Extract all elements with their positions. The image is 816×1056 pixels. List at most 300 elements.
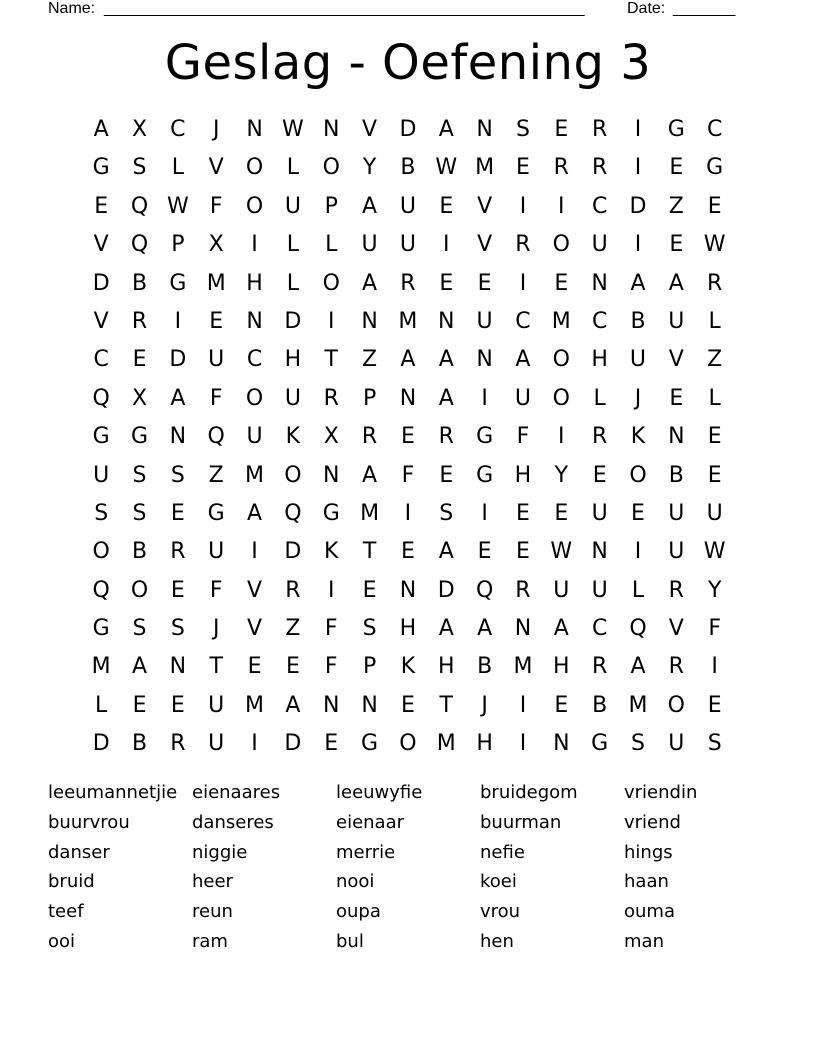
grid-letter[interactable]: S (94, 500, 109, 526)
grid-letter[interactable]: I (327, 577, 335, 603)
grid-letter[interactable]: Q (130, 232, 149, 258)
grid-letter[interactable]: C (591, 193, 608, 219)
grid-letter[interactable]: N (591, 539, 608, 565)
grid-letter[interactable]: H (553, 654, 570, 680)
grid-letter[interactable]: I (634, 539, 642, 565)
grid-letter[interactable]: A (362, 193, 378, 219)
grid-letter[interactable]: H (399, 616, 417, 642)
grid-letter[interactable]: P (362, 654, 377, 680)
grid-letter[interactable]: M (475, 155, 495, 181)
grid-letter[interactable]: R (668, 654, 684, 680)
grid-letter[interactable]: E (554, 270, 569, 296)
grid-letter[interactable]: B (630, 308, 646, 334)
grid-letter[interactable]: B (477, 654, 493, 680)
grid-letter[interactable]: X (323, 424, 339, 450)
grid-letter[interactable]: D (92, 731, 110, 757)
grid-letter[interactable]: N (361, 692, 378, 718)
grid-letter[interactable]: S (362, 616, 377, 642)
grid-letter[interactable]: R (438, 424, 454, 450)
word-list-item: hings (624, 841, 673, 863)
grid-letter[interactable]: P (362, 385, 377, 411)
grid-letter[interactable]: K (285, 424, 301, 450)
grid-letter[interactable]: D (284, 308, 302, 334)
grid-letter[interactable]: G (591, 731, 609, 757)
grid-letter[interactable]: E (94, 193, 109, 219)
grid-letter[interactable]: A (477, 616, 493, 642)
grid-letter[interactable]: I (634, 117, 642, 142)
grid-letter[interactable]: U (361, 232, 378, 258)
grid-letter[interactable]: G (169, 270, 187, 296)
grid-letter[interactable]: N (246, 117, 263, 142)
grid-letter[interactable]: H (591, 347, 608, 373)
grid-letter[interactable]: E (285, 654, 300, 680)
grid-letter[interactable]: I (519, 270, 527, 296)
grid-letter[interactable]: I (519, 731, 527, 757)
grid-letter[interactable]: E (132, 347, 147, 373)
grid-letter[interactable]: O (245, 385, 264, 411)
grid-letter[interactable]: E (516, 500, 530, 526)
grid-letter[interactable]: S (707, 731, 722, 757)
grid-letter[interactable]: L (325, 232, 338, 258)
grid-letter[interactable]: Z (707, 347, 723, 373)
grid-letter[interactable]: V (477, 232, 493, 258)
grid-letter[interactable]: I (251, 539, 258, 565)
word-list (48, 778, 768, 957)
grid-letter[interactable]: E (477, 270, 492, 296)
grid-letter[interactable]: F (324, 654, 338, 680)
grid-letter[interactable]: T (324, 347, 338, 373)
grid-row (82, 188, 734, 226)
grid-letter[interactable]: V (208, 155, 224, 181)
grid-letter[interactable]: E (132, 692, 147, 718)
grid-letter[interactable]: G (476, 462, 494, 488)
grid-letter[interactable]: P (324, 193, 338, 219)
grid-letter[interactable]: I (251, 232, 258, 258)
grid-letter[interactable]: G (92, 424, 110, 450)
grid-letter[interactable]: Q (284, 500, 302, 526)
grid-letter[interactable]: S (132, 462, 147, 488)
grid-letter[interactable]: E (554, 500, 569, 526)
name-field[interactable]: ______________________________________________________ (104, 0, 585, 17)
grid-letter[interactable]: E (439, 462, 454, 488)
date-field[interactable]: _______ (673, 0, 736, 17)
grid-letter[interactable]: L (286, 155, 300, 181)
grid-letter[interactable]: L (286, 270, 300, 296)
grid-letter[interactable]: G (92, 616, 110, 642)
grid-letter[interactable]: L (708, 308, 721, 334)
grid-letter[interactable]: N (399, 385, 417, 411)
grid-letter[interactable]: N (553, 731, 570, 757)
grid-letter[interactable]: O (245, 155, 264, 181)
grid-letter[interactable]: K (630, 424, 646, 450)
grid-letter[interactable]: E (631, 500, 645, 526)
grid-letter[interactable]: M (245, 462, 265, 488)
grid-letter[interactable]: B (592, 692, 608, 718)
grid-letter[interactable]: S (631, 731, 645, 757)
grid-letter[interactable]: I (404, 500, 412, 526)
grid-letter[interactable]: S (132, 616, 147, 642)
grid-letter[interactable]: O (552, 232, 570, 258)
grid-letter[interactable]: O (399, 731, 417, 757)
grid-letter[interactable]: F (324, 616, 338, 642)
grid-letter[interactable]: R (170, 539, 186, 565)
grid-letter[interactable]: Z (362, 347, 378, 373)
grid-letter[interactable]: Q (207, 424, 225, 450)
grid-letter[interactable]: F (209, 193, 223, 219)
grid-letter[interactable]: I (634, 155, 642, 181)
grid-letter[interactable]: A (93, 117, 109, 142)
grid-letter[interactable]: U (284, 385, 301, 411)
grid-letter[interactable]: U (668, 539, 685, 565)
grid-letter[interactable]: G (706, 155, 724, 181)
grid-letter[interactable]: D (399, 117, 417, 142)
grid-letter[interactable]: E (707, 193, 722, 219)
grid-letter[interactable]: A (362, 462, 378, 488)
grid-letter[interactable]: M (91, 654, 111, 680)
grid-letter[interactable]: V (477, 193, 493, 219)
grid-letter[interactable]: Z (668, 193, 684, 219)
grid-letter[interactable]: R (400, 270, 416, 296)
grid-row (82, 610, 734, 648)
grid-letter[interactable]: A (438, 117, 454, 142)
grid-letter[interactable]: U (668, 308, 685, 334)
grid-letter[interactable]: W (435, 155, 458, 181)
grid-letter[interactable]: C (706, 117, 723, 142)
grid-letter[interactable]: I (711, 654, 718, 680)
grid-letter[interactable]: I (558, 193, 565, 219)
grid-letter[interactable]: G (130, 424, 149, 450)
grid-letter[interactable]: N (361, 308, 378, 334)
grid-letter[interactable]: I (327, 308, 335, 334)
grid-letter[interactable]: F (209, 385, 223, 411)
grid-letter[interactable]: Z (285, 616, 301, 642)
grid-letter[interactable]: N (514, 616, 532, 642)
grid-letter[interactable]: A (438, 539, 454, 565)
grid-letter[interactable]: U (208, 539, 225, 565)
grid-letter[interactable]: C (246, 347, 263, 373)
grid-letter[interactable]: A (630, 654, 646, 680)
grid-letter[interactable]: U (591, 500, 608, 526)
grid-letter[interactable]: E (400, 539, 415, 565)
grid-letter[interactable]: U (246, 424, 263, 450)
grid-letter[interactable]: I (251, 731, 258, 757)
grid-letter[interactable]: L (171, 155, 184, 181)
grid-letter[interactable]: I (558, 424, 565, 450)
grid-letter[interactable]: O (245, 193, 264, 219)
grid-letter[interactable]: E (439, 193, 454, 219)
grid-letter[interactable]: V (93, 232, 109, 258)
grid-letter[interactable]: N (476, 347, 493, 373)
grid-letter[interactable]: X (131, 385, 148, 411)
grid-letter[interactable]: R (668, 577, 684, 603)
grid-letter[interactable]: J (481, 692, 488, 718)
grid-letter[interactable]: A (285, 692, 301, 718)
grid-letter[interactable]: N (591, 270, 608, 296)
grid-letter[interactable]: O (629, 462, 647, 488)
grid-letter[interactable]: E (669, 155, 684, 181)
grid-letter[interactable]: I (481, 500, 488, 526)
grid-letter[interactable]: W (282, 117, 304, 142)
grid-letter[interactable]: K (324, 539, 339, 565)
grid-letter[interactable]: N (169, 654, 187, 680)
grid-letter[interactable]: M (360, 500, 380, 526)
word-list-item: buurman (480, 811, 562, 833)
grid-letter[interactable]: E (516, 539, 530, 565)
grid-letter[interactable]: T (209, 654, 223, 680)
grid-letter[interactable]: B (131, 270, 148, 296)
grid-row (82, 572, 734, 610)
grid-letter[interactable]: U (93, 462, 110, 488)
grid-letter[interactable]: O (552, 385, 570, 411)
grid-letter[interactable]: Q (92, 577, 110, 603)
grid-letter[interactable]: H (246, 270, 263, 296)
grid-letter[interactable]: D (629, 193, 647, 219)
grid-letter[interactable]: R (515, 232, 531, 258)
grid-letter[interactable]: C (93, 347, 109, 373)
grid-letter[interactable]: U (476, 308, 493, 334)
grid-letter[interactable]: N (246, 308, 263, 334)
grid-letter[interactable]: E (170, 577, 185, 603)
grid-letter[interactable]: R (591, 654, 608, 680)
grid-letter[interactable]: W (703, 232, 726, 258)
grid-letter[interactable]: H (437, 654, 455, 680)
grid-letter[interactable]: U (706, 500, 723, 526)
grid-letter[interactable]: M (206, 270, 226, 296)
grid-letter[interactable]: U (591, 232, 608, 258)
grid-letter[interactable]: E (707, 424, 722, 450)
grid-letter[interactable]: N (399, 577, 417, 603)
grid-letter[interactable]: Z (208, 462, 224, 488)
word-list-item: heer (192, 871, 233, 893)
grid-letter[interactable]: E (554, 117, 569, 142)
grid-letter[interactable]: E (400, 692, 415, 718)
grid-letter[interactable]: E (669, 232, 684, 258)
grid-letter[interactable]: N (323, 117, 340, 142)
grid-letter[interactable]: N (668, 424, 685, 450)
grid-letter[interactable]: B (668, 462, 684, 488)
grid-letter[interactable]: M (398, 308, 418, 334)
grid-letter[interactable]: D (437, 577, 455, 603)
grid-letter[interactable]: R (553, 155, 569, 181)
grid-letter[interactable]: O (130, 577, 149, 603)
grid-letter[interactable]: N (476, 117, 493, 142)
grid-letter[interactable]: U (208, 347, 225, 373)
grid-letter[interactable]: J (634, 385, 642, 411)
grid-letter[interactable]: I (174, 308, 182, 334)
grid-letter[interactable]: A (553, 616, 569, 642)
grid-letter[interactable]: R (285, 577, 301, 603)
grid-letter[interactable]: E (247, 654, 262, 680)
grid-letter[interactable]: G (667, 117, 685, 142)
grid-letter[interactable]: A (668, 270, 684, 296)
grid-letter[interactable]: C (515, 308, 531, 334)
grid-letter[interactable]: A (515, 347, 531, 373)
grid-letter[interactable]: V (668, 347, 684, 373)
grid-letter[interactable]: H (476, 731, 493, 757)
grid-letter[interactable]: X (208, 232, 224, 258)
grid-letter[interactable]: S (515, 117, 530, 142)
grid-letter[interactable]: I (634, 232, 642, 258)
grid-letter[interactable]: F (401, 462, 415, 488)
grid-letter[interactable]: W (703, 539, 726, 565)
grid-letter[interactable]: X (131, 117, 148, 142)
grid-letter[interactable]: F (209, 577, 223, 603)
grid-letter[interactable]: W (166, 193, 189, 219)
grid-letter[interactable]: O (322, 155, 340, 181)
grid-letter[interactable]: E (400, 424, 415, 450)
grid-letter[interactable]: U (591, 577, 608, 603)
grid-letter[interactable]: E (554, 692, 569, 718)
grid-letter[interactable]: L (631, 577, 645, 603)
grid-letter[interactable]: R (591, 155, 608, 181)
grid-letter[interactable]: U (629, 347, 647, 373)
grid-letter[interactable]: T (439, 692, 453, 718)
grid-letter[interactable]: A (131, 654, 148, 680)
grid-letter[interactable]: E (516, 155, 530, 181)
grid-letter[interactable]: E (669, 385, 684, 411)
grid-letter[interactable]: O (552, 347, 570, 373)
grid-letter[interactable]: U (668, 500, 685, 526)
grid-letter[interactable]: A (438, 616, 454, 642)
grid-letter[interactable]: A (630, 270, 646, 296)
grid-letter[interactable]: V (668, 616, 684, 642)
grid-letter[interactable]: A (247, 500, 263, 526)
grid-letter[interactable]: D (169, 347, 187, 373)
grid-letter[interactable]: E (170, 692, 185, 718)
grid-letter[interactable]: B (131, 731, 148, 757)
grid-letter[interactable]: A (400, 347, 416, 373)
grid-letter[interactable]: A (170, 385, 186, 411)
grid-letter[interactable]: O (322, 270, 340, 296)
grid-letter[interactable]: E (439, 270, 454, 296)
grid-letter[interactable]: U (514, 385, 531, 411)
grid-letter[interactable]: N (323, 692, 340, 718)
grid-letter[interactable]: C (591, 308, 608, 334)
grid-letter[interactable]: V (247, 616, 263, 642)
grid-letter[interactable]: T (362, 539, 377, 565)
grid-letter[interactable]: N (169, 424, 187, 450)
grid-letter[interactable]: G (361, 731, 379, 757)
grid-letter[interactable]: Q (629, 616, 647, 642)
grid-letter[interactable]: R (170, 731, 186, 757)
grid-letter[interactable]: G (476, 424, 494, 450)
grid-letter[interactable]: U (553, 577, 570, 603)
grid-letter[interactable]: E (592, 462, 607, 488)
grid-letter[interactable]: G (92, 155, 110, 181)
grid-letter[interactable]: M (436, 731, 456, 757)
grid-letter[interactable]: A (362, 270, 378, 296)
grid-letter[interactable]: I (443, 232, 450, 258)
grid-letter[interactable]: Q (130, 193, 149, 219)
grid-letter[interactable]: I (519, 692, 527, 718)
grid-letter[interactable]: I (519, 193, 527, 219)
grid-letter[interactable]: U (668, 731, 685, 757)
grid-letter[interactable]: L (708, 385, 721, 411)
grid-letter[interactable]: C (591, 616, 608, 642)
grid-letter[interactable]: W (550, 539, 573, 565)
grid-letter[interactable]: E (170, 500, 185, 526)
grid-letter[interactable]: E (209, 308, 224, 334)
grid-letter[interactable]: M (551, 308, 571, 334)
grid-letter[interactable]: S (170, 462, 185, 488)
grid-letter[interactable]: R (323, 385, 339, 411)
grid-letter[interactable]: O (667, 692, 685, 718)
grid-letter[interactable]: J (212, 616, 220, 642)
grid-letter[interactable]: E (477, 539, 492, 565)
grid-letter[interactable]: E (324, 731, 339, 757)
grid-letter[interactable]: Q (475, 577, 494, 603)
grid-letter[interactable]: R (707, 270, 723, 296)
grid-letter[interactable]: V (93, 308, 109, 334)
grid-letter[interactable]: E (707, 692, 722, 718)
grid-letter[interactable]: R (361, 424, 378, 450)
grid-letter[interactable]: U (208, 692, 225, 718)
grid-letter[interactable]: M (628, 692, 648, 718)
grid-letter[interactable]: V (247, 577, 263, 603)
grid-letter[interactable]: M (245, 692, 265, 718)
grid-letter[interactable]: F (516, 424, 530, 450)
grid-letter[interactable]: M (513, 654, 533, 680)
grid-letter[interactable]: H (284, 347, 302, 373)
grid-letter[interactable]: O (284, 462, 302, 488)
grid-letter[interactable]: Q (92, 385, 110, 411)
grid-letter[interactable]: Y (362, 155, 377, 181)
grid-letter[interactable]: R (591, 117, 608, 142)
grid-letter[interactable]: F (708, 616, 721, 642)
grid-letter[interactable]: O (92, 539, 110, 565)
grid-letter[interactable]: H (514, 462, 532, 488)
grid-letter[interactable]: L (95, 692, 108, 718)
grid-letter[interactable]: Y (554, 462, 569, 488)
grid-letter[interactable]: A (438, 347, 454, 373)
grid-letter[interactable]: R (515, 577, 531, 603)
grid-letter[interactable]: B (400, 155, 416, 181)
grid-letter[interactable]: E (707, 462, 722, 488)
grid-letter[interactable]: I (481, 385, 488, 411)
grid-letter[interactable]: J (212, 117, 220, 142)
grid-letter[interactable]: S (132, 500, 147, 526)
grid-letter[interactable]: D (92, 270, 110, 296)
grid-row (82, 648, 734, 686)
grid-letter[interactable]: U (399, 193, 416, 219)
grid-letter[interactable]: C (170, 117, 186, 142)
grid-letter[interactable]: U (399, 232, 416, 258)
grid-letter[interactable]: D (284, 539, 302, 565)
grid-letter[interactable]: A (438, 385, 454, 411)
grid-letter[interactable]: G (207, 500, 225, 526)
grid-letter[interactable]: U (284, 193, 301, 219)
grid-letter[interactable]: N (438, 308, 455, 334)
grid-letter[interactable]: N (323, 462, 340, 488)
grid-letter[interactable]: S (170, 616, 185, 642)
grid-letter[interactable]: B (131, 539, 148, 565)
grid-letter[interactable]: K (400, 654, 416, 680)
grid-row (82, 265, 734, 303)
grid-letter[interactable]: V (362, 117, 378, 142)
grid-letter[interactable]: P (171, 232, 185, 258)
grid-letter[interactable]: S (439, 500, 454, 526)
grid-letter[interactable]: L (286, 232, 300, 258)
grid-letter[interactable]: D (284, 731, 302, 757)
grid-letter[interactable]: L (593, 385, 606, 411)
grid-letter[interactable]: E (362, 577, 377, 603)
grid-letter[interactable]: U (208, 731, 225, 757)
grid-letter[interactable]: S (132, 155, 147, 181)
grid-letter[interactable]: Y (707, 577, 722, 603)
grid-letter[interactable]: R (591, 424, 608, 450)
grid-letter[interactable]: G (322, 500, 340, 526)
grid-letter[interactable]: R (131, 308, 148, 334)
